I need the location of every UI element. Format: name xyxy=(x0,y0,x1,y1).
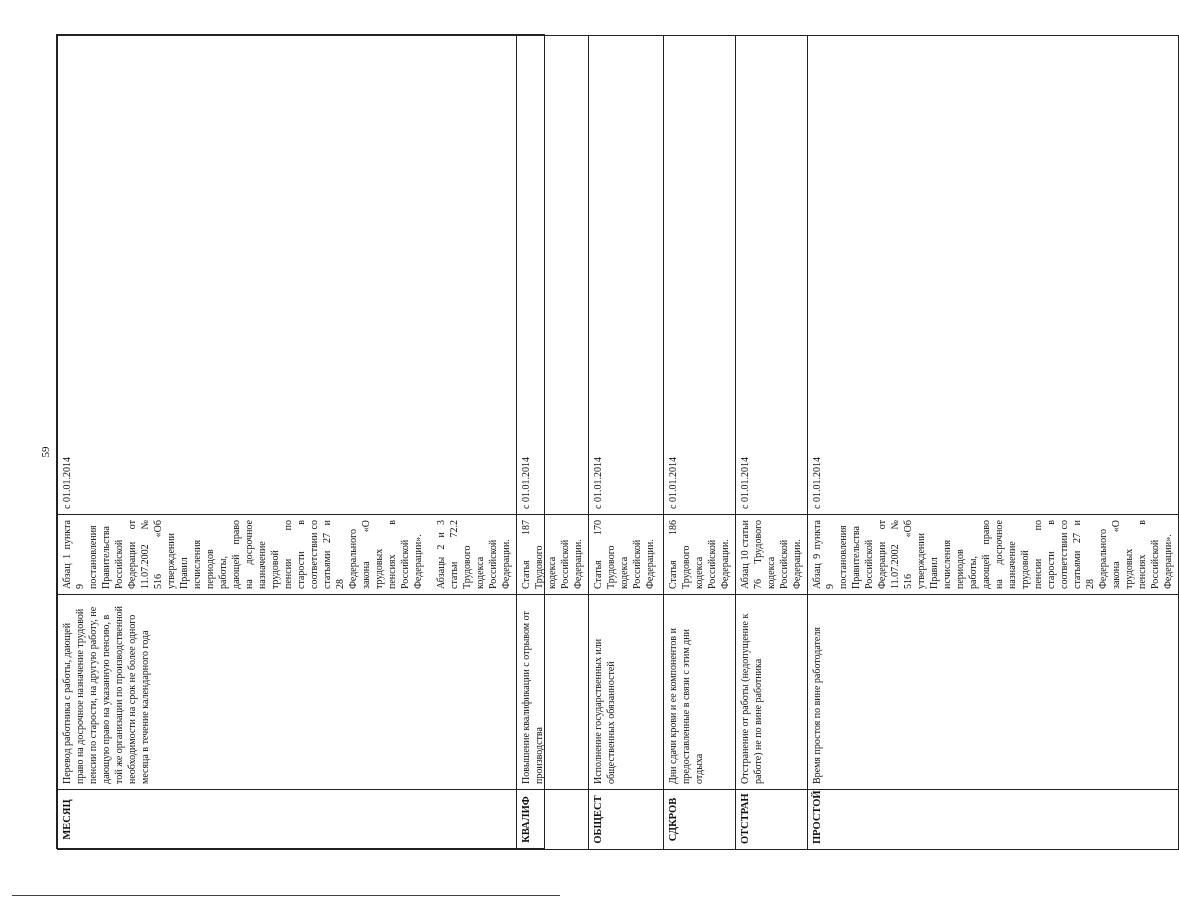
date-cell: с 01.01.2014 xyxy=(58,36,517,515)
norm-cell xyxy=(808,515,1179,595)
date-cell: с 01.01.2014 xyxy=(664,36,736,515)
norm-cell xyxy=(589,515,664,595)
table-row xyxy=(58,36,517,850)
table-row xyxy=(664,36,736,850)
description-cell: Дни сдачи крови и ее компонентов и предоставленные в связи с этим дни отдыха xyxy=(664,595,736,790)
norm-paragraph: Абзац 10 статьи 76 Трудового кодекса Российской Федерации. xyxy=(740,520,803,589)
description-cell: Перевод работника с работы, дающей право на досрочное назначение трудовой пенсии по старости, на другую работу, не дающую право на указанную пенсию, в той же организации по производственной необходимости на срок не более одного месяца в течение календарного года xyxy=(58,595,517,790)
scan-edge-line xyxy=(12,895,560,896)
norm-paragraph: Абзац 9 пункта 9 постановления Правительства Российской Федерации от 11.07.2002 № 516 «Об утверждении Правил исчисления периодов работы, дающей право на досрочное назначение трудовой пенсии по старости в соответствии со статьями 27 и 28 Федерального закона «О трудовых пенсиях в Российской Федерации». xyxy=(812,520,1174,589)
code-cell: МЕСЯЦ xyxy=(58,790,517,850)
date-cell: с 01.01.2014 xyxy=(736,36,808,515)
norm-paragraph: Статья 186 Трудового кодекса Российской Федерации. xyxy=(668,520,731,589)
description-cell: Повышение квалификации с отрывом от производства xyxy=(517,595,589,790)
page-number: 59 xyxy=(40,446,52,458)
table-row xyxy=(517,36,589,850)
codes-table xyxy=(57,35,1179,850)
table-row xyxy=(589,36,664,850)
table-row xyxy=(736,36,808,850)
norm-cell xyxy=(736,515,808,595)
date-cell: с 01.01.2014 xyxy=(589,36,664,515)
date-cell: с 01.01.2014 xyxy=(517,36,589,515)
norm-cell xyxy=(517,515,589,595)
code-cell: ОБЩЕСТ xyxy=(589,790,664,850)
norm-cell xyxy=(664,515,736,595)
table-row xyxy=(808,36,1179,850)
code-cell: ПРОСТОЙ xyxy=(808,790,1179,850)
norm-paragraph: Статья 170 Трудового кодекса Российской Федерации. xyxy=(593,520,656,589)
description-cell: Время простоя по вине работодателя xyxy=(808,595,1179,790)
rotated-table-wrapper xyxy=(57,35,1174,850)
description-cell: Отстранение от работы (недопущение к работе) не по вине работника xyxy=(736,595,808,790)
code-cell: ОТСТРАН xyxy=(736,790,808,850)
date-cell: с 01.01.2014 xyxy=(808,36,1179,515)
document-frame xyxy=(56,34,1174,849)
description-cell: Исполнение государственных или общественных обязанностей xyxy=(589,595,664,790)
norm-paragraph: Абзацы 2 и 3 статьи 72.2 Трудового кодекса Российской Федерации. xyxy=(436,520,512,589)
norm-paragraph: Статья 187 Трудового кодекса Российской Федерации. xyxy=(521,520,584,589)
code-cell: КВАЛИФ xyxy=(517,790,589,850)
norm-paragraph: Абзац 1 пункта 9 постановления Правительства Российской Федерации от 11.07.2002 № 516 «Об утверждении Правил исчисления периодов работы, дающей право на досрочное назначение трудовой пенсии по старости в соответствии со статьями 27 и 28 Федерального закона «О трудовых пенсиях в Российской Федерации». xyxy=(62,520,424,589)
norm-cell xyxy=(58,515,517,595)
code-cell: СДКРОВ xyxy=(664,790,736,850)
